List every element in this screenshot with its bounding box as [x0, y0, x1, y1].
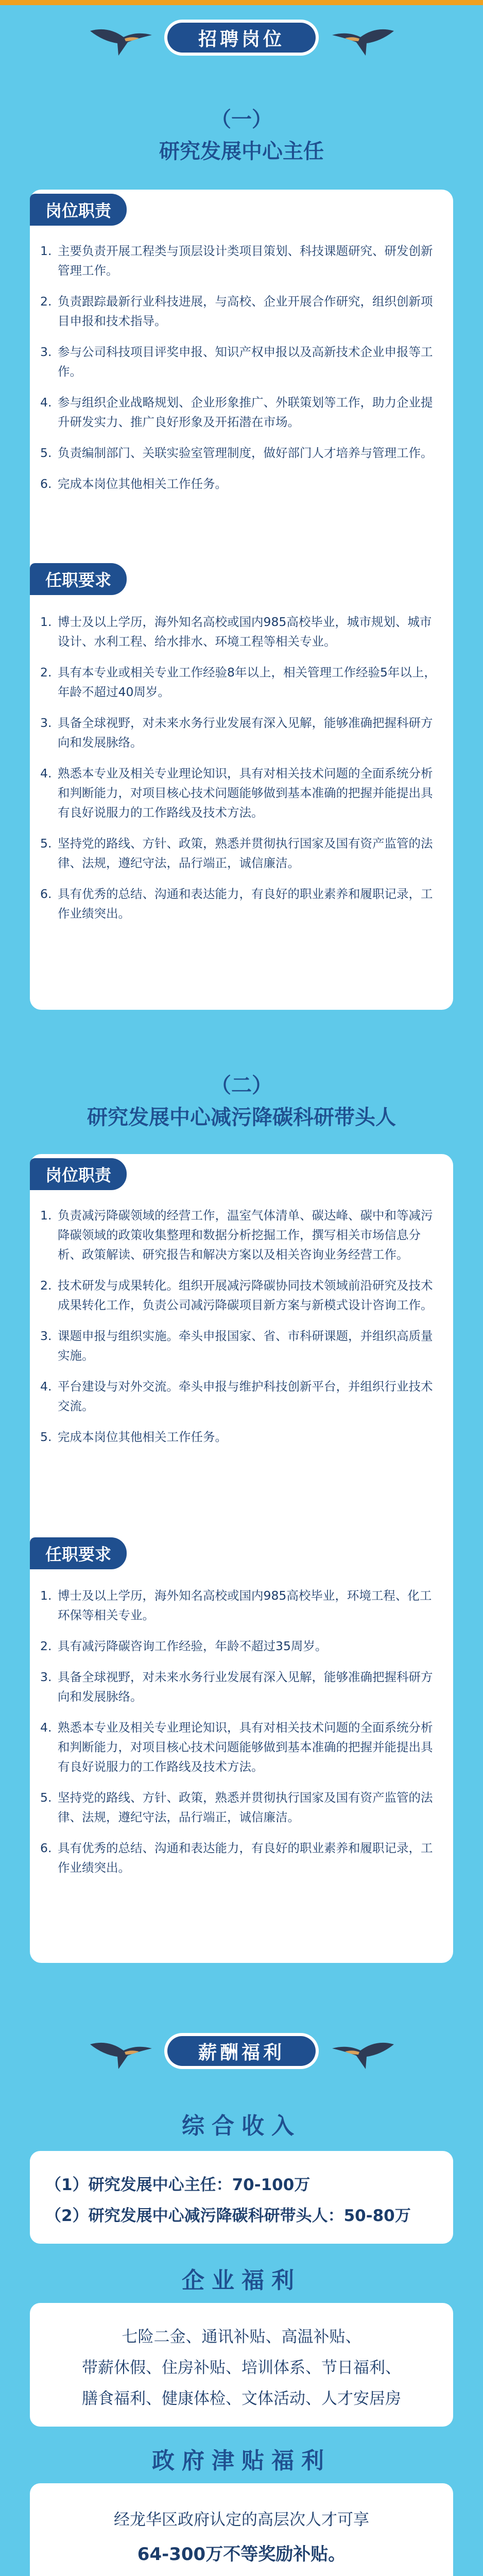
list-item: 3. 参与公司科技项目评奖申报、知识产权申报以及高新技术企业申报等工作。 — [40, 345, 433, 379]
list-item: 3. 具备全球视野，对未来水务行业发展有深入见解，能够准确把握科研方向和发展脉络。 — [40, 1670, 433, 1704]
list-item: 2. 负责跟踪最新行业科技进展，与高校、企业开展合作研究，组织创新项目申报和技术指导。 — [40, 294, 433, 328]
welfare-card — [30, 2303, 453, 2427]
list-item: 1. 博士及以上学历，海外知名高校或国内985高校毕业，环境工程、化工环保等相关专业。 — [40, 1588, 432, 1622]
position-number: （一） — [211, 108, 272, 131]
list-item: 5. 完成本岗位其他相关工作任务。 — [40, 1430, 227, 1444]
list-item: 5. 负责编制部门、关联实验室管理制度，做好部门人才培养与管理工作。 — [40, 446, 433, 460]
subsidy-card — [30, 2483, 453, 2576]
requirements-list — [40, 1586, 443, 1889]
requirements-list — [40, 612, 443, 935]
list-item: 5. 坚持党的路线、方针、政策，熟悉并贯彻执行国家及国有资产监管的法律、法规，遵纪守法，品行端正，诚信廉洁。 — [40, 836, 433, 870]
pay-title: 综合收入 — [182, 2113, 301, 2139]
requirements-tag: 任职要求 — [30, 563, 127, 595]
list-item: 1. 主要负责开展工程类与顶层设计类项目策划、科技课题研究、研发创新管理工作。 — [40, 244, 433, 278]
section-title-pill — [164, 2033, 319, 2069]
requirements-tag: 任职要求 — [30, 1537, 127, 1569]
section-title-pill — [164, 20, 319, 56]
welfare-line: 带薪休假、住房补贴、培训体系、节日福利、 — [82, 2359, 401, 2377]
list-item: 2. 技术研发与成果转化。组织开展减污降碳协同技术领域前沿研究及技术成果转化工作，负责公司减污降碳项目新方案与新模式设计咨询工作。 — [40, 1278, 433, 1312]
section-title: 招聘岗位 — [167, 23, 316, 53]
list-item: 3. 课题申报与组织实施。牵头申报国家、省、市科研课题，并组织高质量实施。 — [40, 1329, 433, 1363]
list-item: 1. 负责减污降碳领域的经营工作，温室气体清单、碳达峰、碳中和等减污降碳领域的政策收集整理和数据分析挖掘工作，撰写相关市场信息分析、政策解读、研究报告和解决方案以及相关咨询业务经营工作。 — [40, 1208, 433, 1262]
duties-list — [40, 241, 443, 505]
list-item: 6. 具有优秀的总结、沟通和表达能力，有良好的职业素养和履职记录，工作业绩突出。 — [40, 1841, 433, 1875]
subsidy-line: 经龙华区政府认定的高层次人才可享 — [114, 2511, 369, 2529]
list-item: 4. 熟悉本专业及相关专业理论知识，具有对相关技术问题的全面系统分析和判断能力，对项目核心技术问题能够做到基本准确的把握并能提出具有良好说服力的工作路线及技术方法。 — [40, 1720, 433, 1774]
swallow-bird-icon — [330, 15, 396, 57]
position-number: （二） — [211, 1074, 272, 1097]
section-banner-benefits — [0, 2024, 483, 2075]
position-title: 研究发展中心主任 — [159, 140, 324, 163]
subsidy-title: 政府津贴福利 — [152, 2448, 331, 2474]
list-item: 4. 熟悉本专业及相关专业理论知识，具有对相关技术问题的全面系统分析和判断能力，对项目核心技术问题能够做到基本准确的把握并能提出具有良好说服力的工作路线及技术方法。 — [40, 766, 433, 820]
duties-list — [40, 1206, 443, 1458]
pay-card — [30, 2151, 453, 2244]
welfare-title: 企业福利 — [182, 2267, 301, 2294]
welfare-line: 七险二金、通讯补贴、高温补贴、 — [122, 2328, 361, 2346]
section-title: 薪酬福利 — [167, 2036, 316, 2066]
duties-tag: 岗位职责 — [30, 194, 127, 226]
list-item: 4. 参与组织企业战略规划、企业形象推广、外联策划等工作，助力企业提升研发实力、推广良好形象及开拓潜在市场。 — [40, 395, 433, 429]
list-item: 1. 博士及以上学历，海外知名高校或国内985高校毕业，城市规划、城市设计、水利工程、给水排水、环境工程等相关专业。 — [40, 615, 432, 649]
top-accent-strip — [0, 0, 483, 5]
position-card — [30, 190, 453, 1010]
swallow-bird-icon — [88, 15, 154, 57]
list-item: 6. 具有优秀的总结、沟通和表达能力，有良好的职业素养和履职记录，工作业绩突出。 — [40, 887, 433, 921]
list-item: 3. 具备全球视野，对未来水务行业发展有深入见解，能够准确把握科研方向和发展脉络。 — [40, 716, 433, 750]
pay-line: （1）研究发展中心主任：70-100万 — [45, 2176, 310, 2194]
welfare-line: 膳食福利、健康体检、文体活动、人才安居房 — [82, 2389, 401, 2408]
position-title: 研究发展中心减污降碳科研带头人 — [87, 1106, 396, 1129]
list-item: 5. 坚持党的路线、方针、政策，熟悉并贯彻执行国家及国有资产监管的法律、法规，遵纪守法，品行端正，诚信廉洁。 — [40, 1790, 433, 1824]
duties-tag: 岗位职责 — [30, 1158, 127, 1190]
position-card — [30, 1154, 453, 1963]
section-banner-jobs — [0, 10, 483, 62]
list-item: 6. 完成本岗位其他相关工作任务。 — [40, 477, 227, 491]
pay-line: （2）研究发展中心减污降碳科研带头人：50-80万 — [45, 2207, 411, 2225]
swallow-bird-icon — [330, 2029, 396, 2070]
swallow-bird-icon — [88, 2029, 154, 2070]
list-item: 2. 具有减污降碳咨询工作经验，年龄不超过35周岁。 — [40, 1639, 327, 1653]
subsidy-line: 64-300万不等奖励补贴。 — [137, 2544, 346, 2565]
list-item: 2. 具有本专业或相关专业工作经验8年以上，相关管理工作经验5年以上，年龄不超过40周岁。 — [40, 665, 436, 699]
list-item: 4. 平台建设与对外交流。牵头申报与维护科技创新平台，并组织行业技术交流。 — [40, 1379, 433, 1413]
